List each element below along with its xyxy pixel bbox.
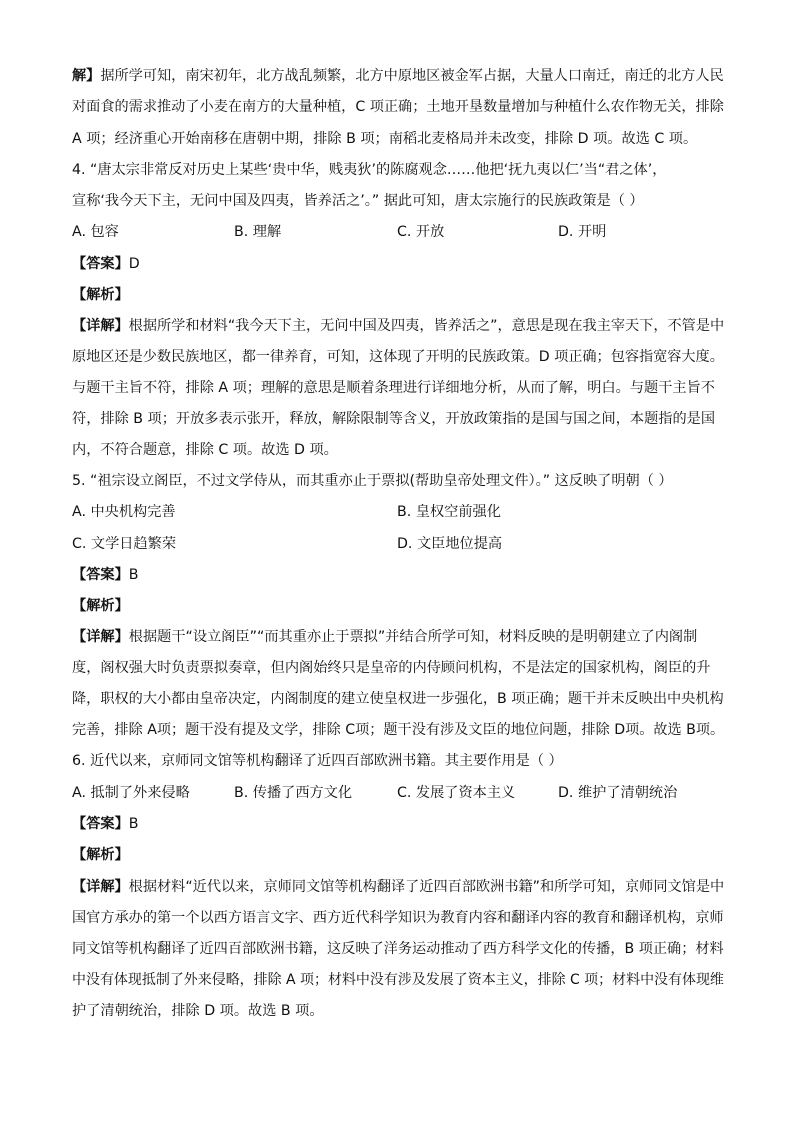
q4-option-d: D. 开明 <box>558 224 607 240</box>
q3-explain-line-3: A 项；经济重心开始南移在唐朝中期，排除 B 项；南稻北麦格局并未改变，排除 D 项。故选 C 项。 <box>72 131 698 147</box>
q4-answer-value: D <box>128 256 140 272</box>
q4-answer: 【答案】D <box>72 256 140 272</box>
q6-detail-line-2: 国官方承办的第一个以西方语言文字、西方近代科学知识为教育内容和翻译内容的教育和翻译机构，京师 <box>72 910 724 926</box>
q6-detail-line-3: 同文馆等机构翻译了近四百部欧洲书籍，这反映了洋务运动推动了西方科学文化的传播，B 项正确；材料 <box>72 941 724 957</box>
q5-option-b: B. 皇权空前强化 <box>397 504 501 520</box>
q4-detail-line-4: 符，排除 B 项；开放多表示张开，释放，解除限制等含义，开放政策指的是国与国之间，本题指的是国 <box>72 411 716 427</box>
q6-option-b: B. 传播了西方文化 <box>234 785 353 801</box>
q4-analysis-label: 【解析】 <box>72 287 129 303</box>
q3-explain-prefix: 解】 <box>72 68 101 84</box>
q6-answer: 【答案】B <box>72 816 139 832</box>
q6-option-a: A. 抵制了外来侵略 <box>72 785 190 801</box>
q5-detail-line-2: 度，阁权强大时负责票拟奏章，但内阁始终只是皇帝的内侍顾问机构，不是法定的国家机构，阁臣的升 <box>72 660 711 676</box>
q6-stem-line-1: 6. 近代以来，京师同文馆等机构翻译了近四百部欧洲书籍。其主要作用是（ ） <box>72 753 563 769</box>
q5-option-d: D. 文臣地位提高 <box>397 536 503 552</box>
q5-stem-line-1: 5. “祖宗设立阁臣，不过文学侍从，而其重亦止于票拟(帮助皇帝处理文件）。” 这反映了明朝（ ） <box>72 473 673 489</box>
q4-detail-line-3: 与题干主旨不符，排除 A 项；理解的意思是顺着条理进行详细地分析，从而了解，明白。与题干主旨不 <box>72 380 715 396</box>
q4-detail-line-5: 内，不符合题意，排除 C 项。故选 D 项。 <box>72 442 338 458</box>
q5-answer: 【答案】B <box>72 567 139 583</box>
q4-option-a: A. 包容 <box>72 224 119 240</box>
q4-stem-line-2: 宣称‘我今天下主，无问中国及四夷，皆养活之’。” 据此可知，唐太宗施行的民族政策是（ ） <box>72 193 644 209</box>
q6-detail-line-1: 【详解】根据材料“近代以来，京师同文馆等机构翻译了近四百部欧洲书籍”和所学可知，京师同文馆是中 <box>72 879 725 895</box>
q6-detail-line-4: 中没有体现抵制了外来侵略，排除 A 项；材料中没有涉及发展了资本主义，排除 C 项；材料中没有体现维 <box>72 972 724 988</box>
q5-analysis-label: 【解析】 <box>72 598 129 614</box>
q3-explain-line-2: 对面食的需求推动了小麦在南方的大量种植，C 项正确；土地开垦数量增加与种植什么农作物无关，排除 <box>72 99 724 115</box>
q4-option-b: B. 理解 <box>234 224 282 240</box>
q4-detail-line-2: 原地区还是少数民族地区，都一律养育，可知，这体现了开明的民族政策。D 项正确；包容指宽容大度。 <box>72 349 724 365</box>
q3-explain-line-1: 解】据所学可知，南宋初年，北方战乱频繁，北方中原地区被金军占据，大量人口南迁，南迁的北方人民 <box>72 68 724 84</box>
q5-detail-line-4: 完善，排除 A项；题干没有提及文学，排除 C项；题干没有涉及文臣的地位问题，排除 D项。故选 B项。 <box>72 722 725 738</box>
q5-answer-value: B <box>128 567 139 583</box>
q6-option-d: D. 维护了清朝统治 <box>558 785 678 801</box>
q6-analysis-label: 【解析】 <box>72 847 129 863</box>
q4-detail-line-1: 【详解】根据所学和材料“我今天下主，无问中国及四夷，皆养活之”，意思是现在我主宰天下，不管是中 <box>72 318 725 334</box>
q5-detail-line-1: 【详解】根据题干“设立阁臣”“而其重亦止于票拟”并结合所学可知，材料反映的是明朝建立了内阁制 <box>72 629 698 645</box>
q5-option-c: C. 文学日趋繁荣 <box>72 536 177 552</box>
q5-detail-line-3: 降，职权的大小都由皇帝决定，内阁制度的建立使皇权进一步强化，B 项正确；题干并未反映出中央机构 <box>72 691 724 707</box>
q4-stem-line-1: 4. “唐太宗非常反对历史上某些‘贵中华，贱夷狄’的陈腐观念……他把‘抚九夷以仁’当“君之体’， <box>72 162 667 178</box>
q6-answer-value: B <box>128 816 139 832</box>
q5-option-a: A. 中央机构完善 <box>72 504 176 520</box>
q6-detail-line-5: 护了清朝统治，排除 D 项。故选 B 项。 <box>72 1003 324 1019</box>
q6-option-c: C. 发展了资本主义 <box>397 785 516 801</box>
q4-option-c: C. 开放 <box>397 224 445 240</box>
